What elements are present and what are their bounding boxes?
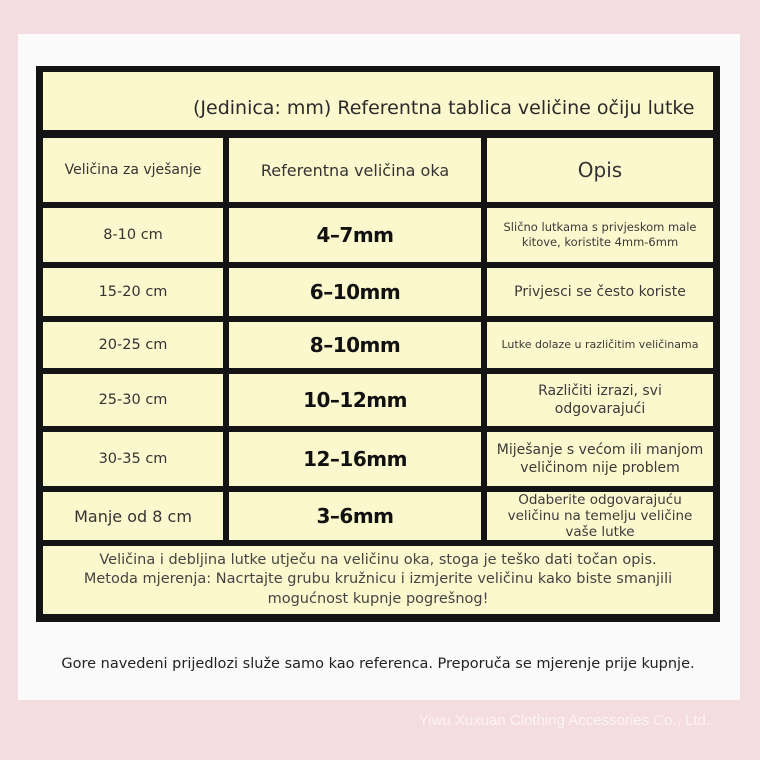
row-6-size: Manje od 8 cm bbox=[43, 492, 223, 540]
measurement-note bbox=[43, 546, 713, 614]
row-3-size: 20-25 cm bbox=[43, 322, 223, 368]
row-1-eye-size: 4–7mm bbox=[229, 208, 481, 262]
row-4-size: 25-30 cm bbox=[43, 374, 223, 426]
row-2-size: 15-20 cm bbox=[43, 268, 223, 316]
header-description: Opis bbox=[487, 138, 713, 202]
header-hanging-size: Veličina za vješanje bbox=[43, 138, 223, 202]
row-2-eye-size: 6–10mm bbox=[229, 268, 481, 316]
eye-size-table bbox=[36, 66, 720, 622]
row-1-description: Slično lutkama s privjeskom male kitove, koristite 4mm-6mm bbox=[487, 208, 713, 262]
row-2-description: Privjesci se često koriste bbox=[487, 268, 713, 316]
row-1-size: 8-10 cm bbox=[43, 208, 223, 262]
row-5-description: Miješanje s većom ili manjom veličinom nije problem bbox=[487, 432, 713, 486]
row-6-eye-size: 3–6mm bbox=[229, 492, 481, 540]
footer-disclaimer: Gore navedeni prijedlozi služe samo kao referenca. Preporuča se mjerenje prije kupnje. bbox=[61, 656, 695, 673]
row-5-size: 30-35 cm bbox=[43, 432, 223, 486]
note-line-1: Veličina i debljina lutke utječu na veličinu oka, stoga je teško dati točan opis. bbox=[99, 551, 657, 568]
table-title: (Jedinica: mm) Referentna tablica veličine očiju lutke bbox=[43, 72, 713, 130]
row-3-eye-size: 8–10mm bbox=[229, 322, 481, 368]
row-4-eye-size: 10–12mm bbox=[229, 374, 481, 426]
row-5-eye-size: 12–16mm bbox=[229, 432, 481, 486]
note-line-2: Metoda mjerenja: Nacrtajte grubu kružnicu i izmjerite veličinu kako biste smanjili mogućnost kupnje pogrešnog! bbox=[83, 571, 673, 607]
company-watermark: Yiwu Xuxuan Clothing Accessories Co., Ltd. bbox=[418, 712, 710, 729]
row-4-description: Različiti izrazi, svi odgovarajući bbox=[487, 374, 713, 426]
row-3-description: Lutke dolaze u različitim veličinama bbox=[487, 322, 713, 368]
row-6-description: Odaberite odgovarajuću veličinu na temelju veličine vaše lutke bbox=[487, 492, 713, 540]
header-eye-size: Referentna veličina oka bbox=[229, 138, 481, 202]
